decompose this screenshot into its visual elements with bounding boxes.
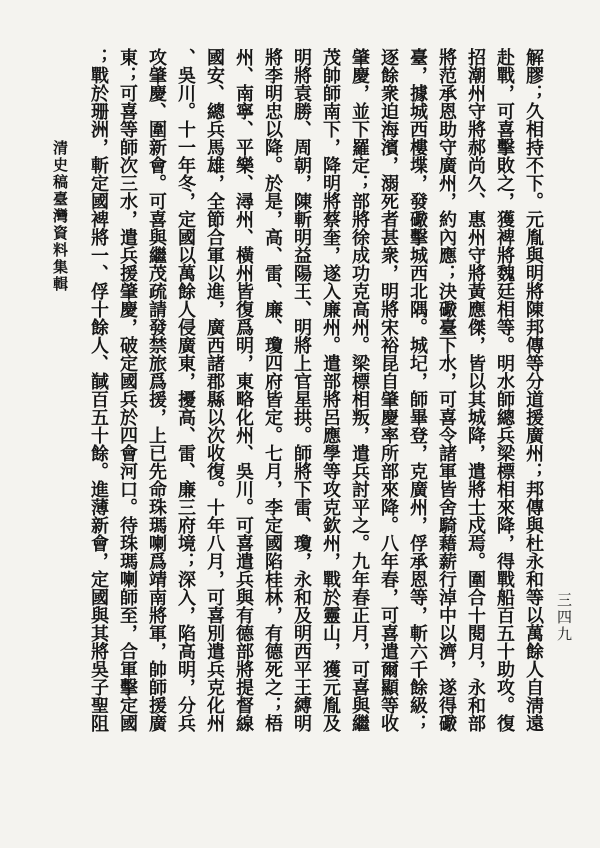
text-column: 國安、總兵馬雄，全節合軍以進，廣西諸郡縣以次收復。十年八月，可喜別遣兵克化州 [204, 48, 225, 732]
text-column: ；戰於珊洲，斬定國裨將一、俘十餘人、馘百五十餘。進薄新會，定國與其將吳子聖阻 [88, 48, 109, 732]
page-number: 三四九 [555, 592, 573, 643]
running-title: 清史稿臺灣資料集輯 [51, 140, 69, 293]
body-text [80, 48, 548, 808]
text-column: 解膠；久相持不下。元胤與明將陳邦傳等分道援廣州；邦傳與杜永和等以萬餘人自淸遠 [523, 48, 544, 732]
text-column: 茂帥師南下，降明將蔡奎，遂入廉州。遣部將呂應學等攻克欽州，戰於靈山，獲元胤及 [320, 48, 341, 732]
text-column: 州、南寧、平樂、潯州、橫州皆復爲明，東略化州、吳川。可喜遣兵與有德部將提督線 [233, 48, 254, 732]
text-column: 將李明忠以降。於是，高、雷、廉、瓊四府皆定。七月，李定國陷桂林，有德死之；梧 [262, 48, 283, 732]
text-column: 招潮州守將郝尚久、惠州守將黃應傑，皆以其城降，遣將士戍焉。圍合十閱月，永和部 [465, 48, 486, 732]
text-column: 臺，據城西樓堞，發礮擊城西北隅。城圮，師畢登，克廣州，俘承恩等，斬六千餘級； [407, 48, 428, 732]
text-column: 東；可喜等師次三水，遣兵援肇慶，破定國兵於四會河口。待珠瑪喇師至，合軍擊定國 [117, 48, 138, 732]
text-column: 攻肇慶、圍新會。可喜與繼茂疏請發禁旅爲援，上已先命珠瑪喇爲靖南將軍，帥師援廣 [146, 48, 167, 732]
text-column: 、吳川。十一年冬，定國以萬餘人侵廣東，擾高、雷、廉三府境；深入，陷高明，分兵 [175, 48, 196, 732]
text-column: 赴戰，可喜擊敗之，獲裨將魏廷相等。明水師總兵梁標相來降，得戰船百五十助攻。復 [494, 48, 515, 732]
text-column: 將范承恩助守廣州，約內應；決礮臺下水，可喜令諸軍皆舍騎藉薪行淖中以濟，遂得礮 [436, 48, 457, 732]
text-column: 明將袁勝、周朝，陳斬明益陽王、明將上官星拱。師將下雷、瓊，永和及明西平王縛明 [291, 48, 312, 732]
text-column: 肇慶，並下羅定；部將徐成功克高州。梁標相叛，遣兵討平之。九年春正月，可喜與繼 [349, 48, 370, 732]
text-column: 逐餘衆迫海濱，溺死者甚衆，明將宋裕昆自肇慶率所部來降。八年春，可喜遣爾顯等收 [378, 48, 399, 732]
